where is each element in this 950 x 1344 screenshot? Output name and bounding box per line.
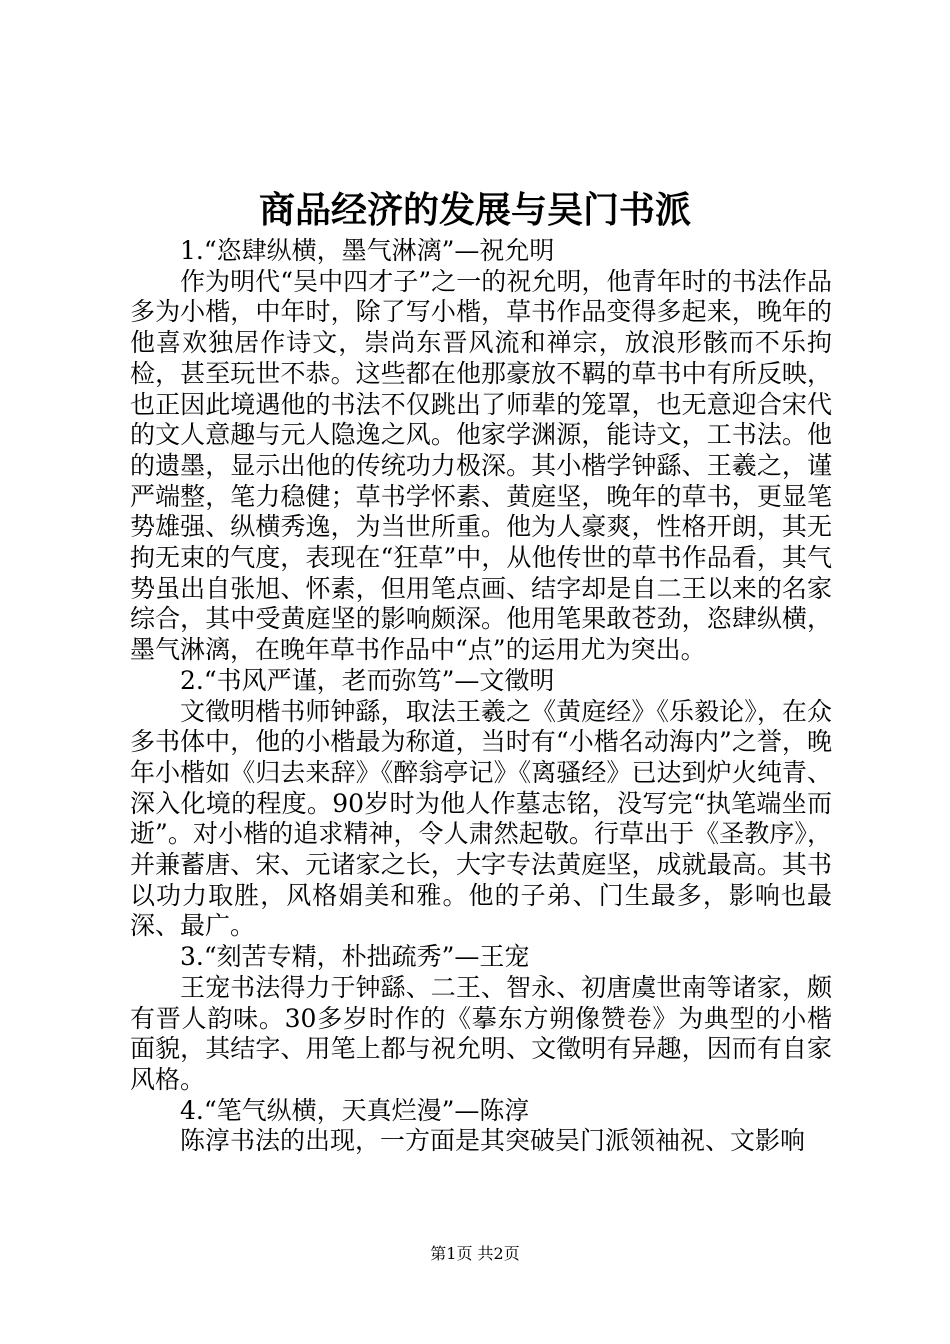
paragraph-chen-chun: 陈淳书法的出现，一方面是其突破吴门派领袖祝、文影响 <box>180 1126 806 1156</box>
section-heading-1: 1.“恣肆纵横，墨气淋漓”—祝允明 <box>180 236 555 265</box>
paragraph-zhu-yunming: 作为明代“吴中四才子”之一的祝允明，他青年时的书法作品多为小楷，中年时，除了写小楷，草书作品变得多起来，晚年的他喜欢独居作诗文，崇尚东晋风流和禅宗，放浪形骸而不乐拘检，甚至玩世不恭。这些都在他那豪放不羁的草书中有所反映，也正因此境遇他的书法不仅跳出了师辈的笼罩，也无意迎合宋代的文人意趣与元人隐逸之风。他家学渊源，能诗文，工书法。他的遗墨，显示出他的传统功力极深。其小楷学钟繇、王羲之，谨严端整，笔力稳健；草书学怀素、黄庭坚，晚年的草书，更显笔势雄强、纵横秀逸，为当世所重。他为人豪爽，性格开朗，其无拘无束的气度，表现在“狂草”中，从他传世的草书作品看，其气势虽出自张旭、怀素，但用笔点画、结字却是自二王以来的名家综合，其中受黄庭坚的影响颇深。他用笔果敢苍劲，恣肆纵横，墨气淋漓，在晚年草书作品中“点”的运用尤为突出。 <box>130 266 832 665</box>
document-title: 商品经济的发展与吴门书派 <box>258 189 691 231</box>
page-number-footer: 第1页 共2页 <box>430 1244 520 1263</box>
paragraph-wang-chong: 王宠书法得力于钟繇、二王、智永、初唐虞世南等诸家，颇有晋人韵味。30多岁时作的《摹东方朔像赞卷》为典型的小楷面貌，其结字、用笔上都与祝允明、文徵明有异趣，因而有自家风格。 <box>130 972 832 1094</box>
paragraph-wen-zhengming: 文徵明楷书师钟繇，取法王羲之《黄庭经》《乐毅论》，在众多书体中，他的小楷最为称道，当时有“小楷名动海内”之誉，晚年小楷如《归去来辞》《醉翁亭记》《离骚经》已达到炉火纯青、深入化境的程度。90岁时为他人作墓志铭，没写完“执笔端坐而逝”。对小楷的追求精神，令人肃然起敬。行草出于《圣教序》，并兼蓄唐、宋、元诸家之长，大字专法黄庭坚，成就最高。其书以功力取胜，风格娟美和雅。他的子弟、门生最多，影响也最深、最广。 <box>130 696 832 941</box>
section-heading-3: 3.“刻苦专精，朴拙疏秀”—王宠 <box>180 942 530 972</box>
section-heading-4: 4.“笔气纵横，天真烂漫”—陈淳 <box>180 1095 530 1125</box>
document-body <box>130 236 832 1157</box>
section-heading-2: 2.“书风严谨，老而弥笃”—文徵明 <box>180 665 555 695</box>
